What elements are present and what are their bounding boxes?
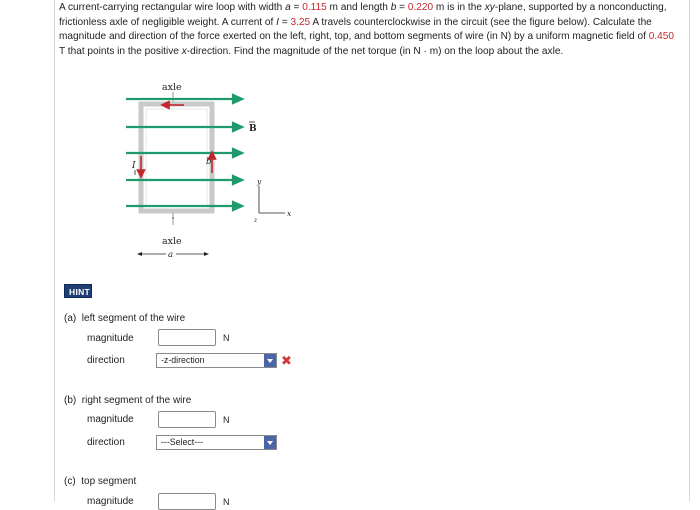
field-arrowhead	[233, 123, 242, 131]
chevron-down-icon	[264, 354, 276, 367]
field-label: B	[249, 124, 257, 134]
z-axis-label: z	[254, 217, 258, 224]
part-c-magnitude-label: magnitude	[87, 496, 134, 507]
part-c-unit: N	[223, 497, 230, 507]
length-label: b	[206, 157, 212, 167]
field-arrowhead	[233, 202, 242, 210]
field-arrowhead	[233, 95, 242, 103]
part-a-direction-label: direction	[87, 355, 125, 366]
part-b-direction-label: direction	[87, 437, 125, 448]
wire-loop	[141, 104, 212, 211]
part-b-title: (b) right segment of the wire	[64, 395, 192, 406]
chevron-down-icon	[264, 436, 276, 449]
axle-top-label: axle	[162, 82, 182, 93]
part-a-unit: N	[223, 333, 230, 343]
width-value: 0.115	[302, 2, 327, 13]
part-a-magnitude-input[interactable]	[158, 329, 216, 346]
part-a-magnitude-label: magnitude	[87, 333, 134, 344]
current-label: I	[132, 161, 136, 171]
width-label: a	[168, 250, 174, 260]
hint-button[interactable]: HINT	[64, 284, 92, 298]
current-arrows	[138, 102, 216, 220]
current-value: 3.25	[290, 16, 311, 28]
x-axis-label: x	[287, 209, 292, 218]
field-arrowhead	[233, 149, 242, 157]
incorrect-icon: ✖	[281, 353, 292, 368]
part-a-title: (a) left segment of the wire	[64, 313, 186, 324]
problem-statement: A current-carrying rectangular wire loop with width a = 0.115 m and length b = 0.220 m is in the xy-plane, supported by a nonconducting, frictionless axle of negligible weight. A current of I = 3.25 A travels counterclockwise in the circuit (see the figure below). Calculate the magnitude and direction of the force exerted on the left, right, top, and bottom segments of wire (in N) by a uniform magnetic field of 0.450 T that points in the positive x-direction. Find the magnitude of the net torque (in N · m) on the loop about the axle.	[59, 2, 674, 57]
field-arrowhead	[233, 176, 242, 184]
wire-loop-inner-edge	[146, 109, 207, 206]
part-b-unit: N	[223, 415, 230, 425]
part-a-direction-select[interactable]: -z-direction	[156, 353, 277, 368]
dimension-arrowhead	[137, 252, 142, 256]
dimension-arrowhead	[204, 252, 209, 256]
part-c-title: (c) top segment	[64, 476, 137, 487]
axle-bottom-label: axle	[162, 236, 182, 247]
y-axis-label: y	[257, 177, 262, 186]
loop-diagram	[122, 78, 302, 268]
part-b-direction-select[interactable]: ---Select---	[156, 435, 277, 450]
field-value: 0.450	[648, 31, 674, 43]
wire-loop-figure	[122, 78, 302, 273]
part-b-magnitude-input[interactable]	[158, 411, 216, 428]
part-b-magnitude-label: magnitude	[87, 414, 134, 425]
length-value: 0.220	[407, 2, 434, 13]
